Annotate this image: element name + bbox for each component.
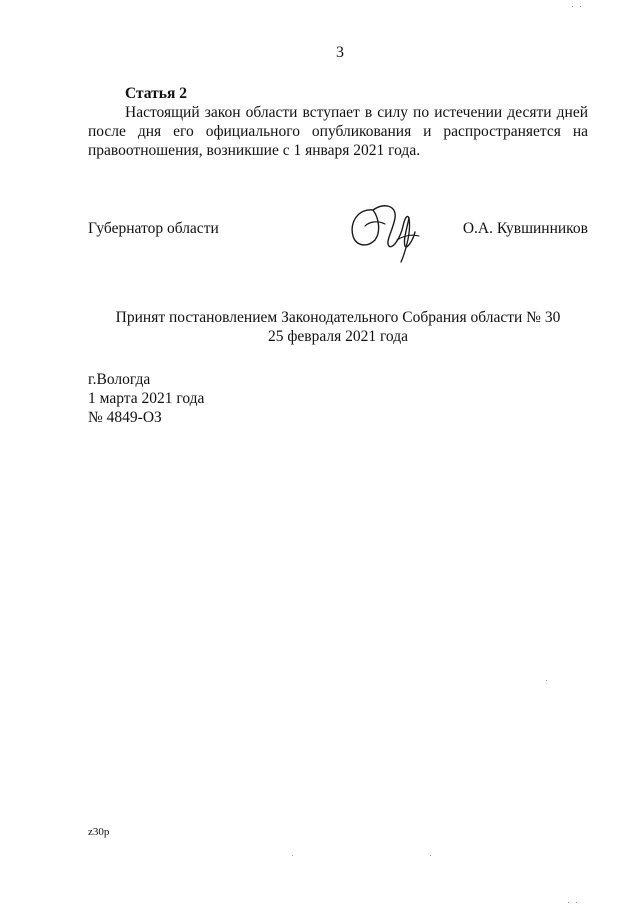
scan-speck: [430, 855, 431, 856]
article-text: Настоящий закон области вступает в силу по истечении десяти дней после дня его официального опубликования и распространяется на правоотношения, возникшие с 1 января 2021 года.: [88, 104, 588, 159]
adoption-note: [88, 308, 588, 346]
scan-speck: [568, 902, 569, 903]
signing-date: 1 марта 2021 года: [88, 390, 205, 407]
article-section: [88, 84, 588, 160]
handwritten-signature: [345, 196, 425, 268]
adoption-line-1: Принят постановлением Законодательного Собрания области № 30: [115, 309, 561, 326]
scan-speck: [580, 6, 581, 7]
article-heading: Статья 2: [125, 85, 187, 102]
law-number: № 4849-ОЗ: [88, 409, 162, 426]
scan-speck: [572, 6, 573, 7]
scan-speck: [292, 855, 293, 856]
footer-code: z30p: [88, 826, 110, 838]
scan-speck: [576, 902, 577, 903]
page-number: 3: [336, 44, 344, 61]
signature-row: [88, 220, 588, 250]
place-date-block: [88, 370, 204, 427]
scan-speck: [546, 680, 547, 681]
city: г.Вологда: [88, 371, 151, 388]
adoption-line-2: 25 февраля 2021 года: [267, 328, 409, 345]
governor-title: Губернатор области: [88, 220, 219, 237]
governor-name: О.А. Кувшинников: [462, 220, 588, 237]
